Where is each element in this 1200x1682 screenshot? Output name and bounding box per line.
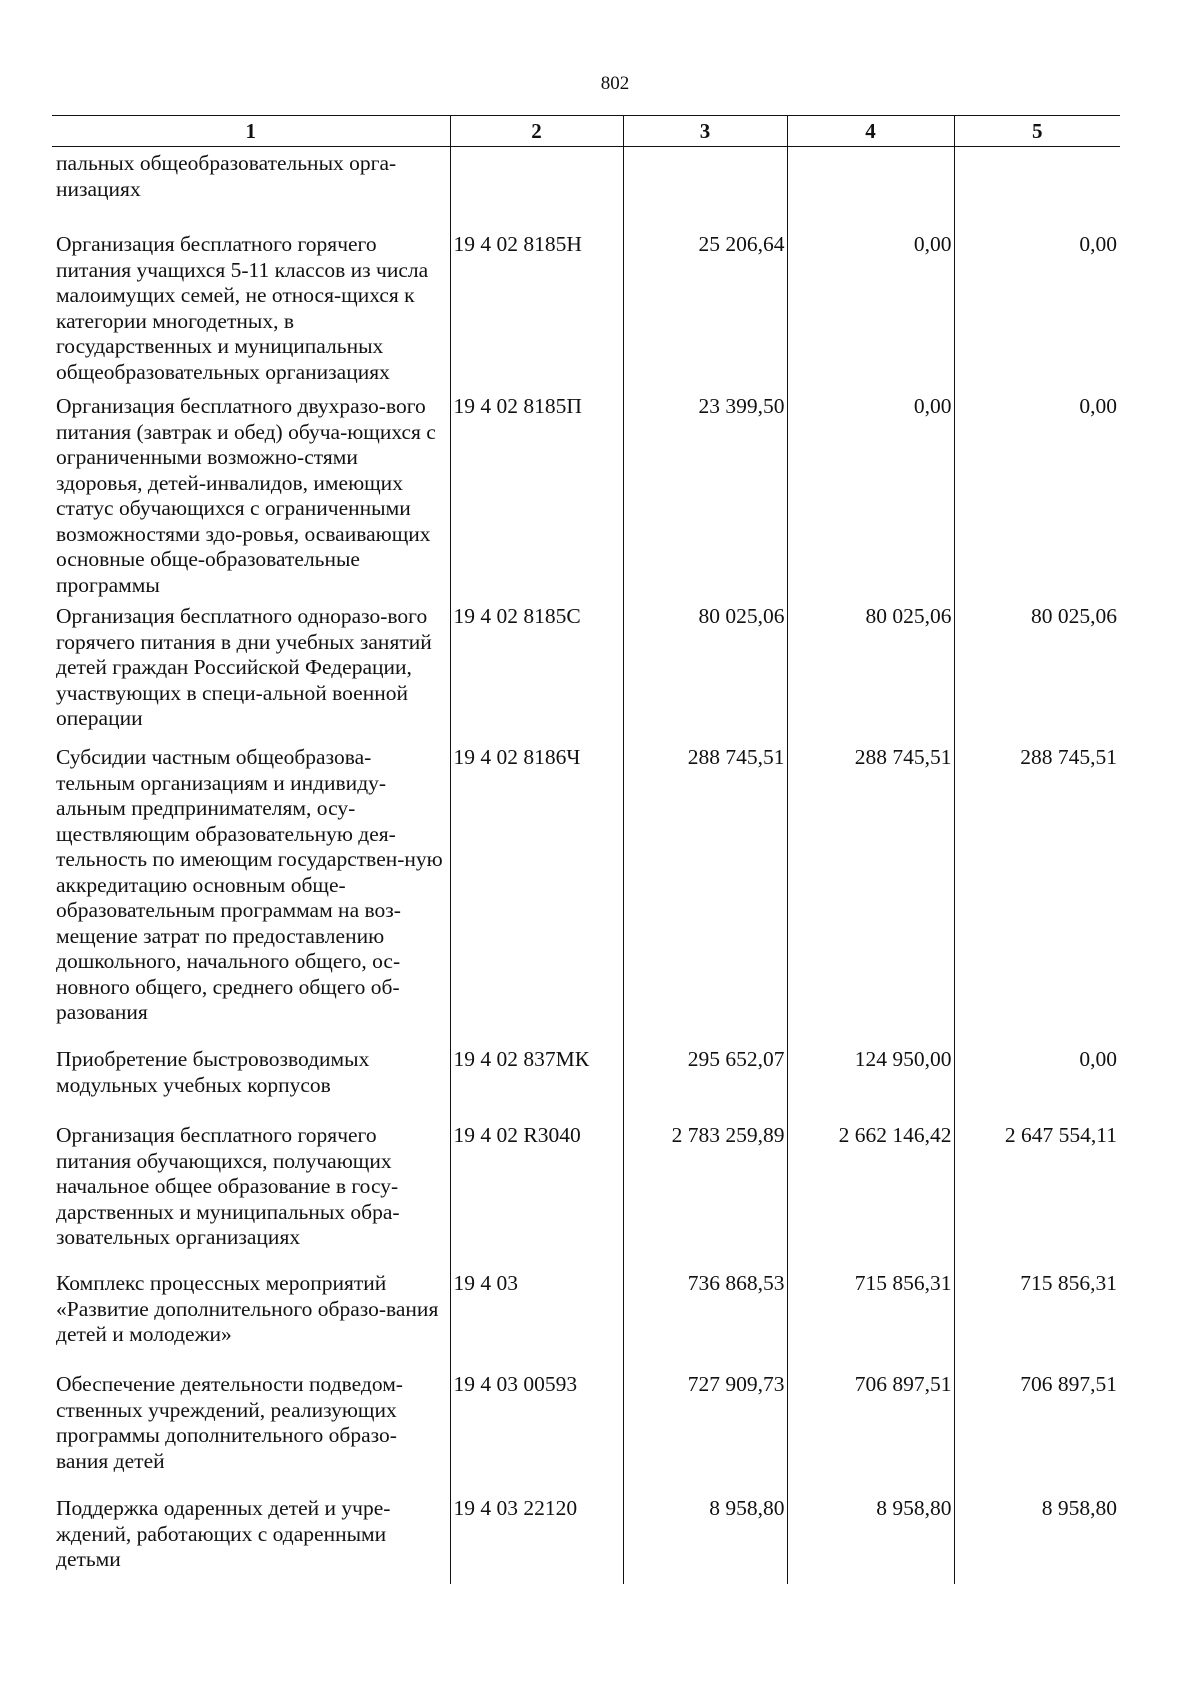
row-code: 19 4 03	[450, 1271, 623, 1372]
column-header-1: 1	[52, 116, 450, 147]
row-value-5: 80 025,06	[954, 604, 1120, 745]
row-value-4: 124 950,00	[787, 1047, 954, 1123]
row-value-4: 706 897,51	[787, 1372, 954, 1496]
row-name: Поддержка одаренных детей и учре-ждений, работающих с одаренными детьми	[56, 1496, 391, 1571]
row-value-3: 80 025,06	[623, 604, 787, 745]
table-row	[52, 1047, 1120, 1123]
row-value-4: 2 662 146,42	[787, 1123, 954, 1271]
row-value-5	[954, 147, 1120, 233]
row-value-4: 0,00	[787, 232, 954, 394]
table-row	[52, 1372, 1120, 1496]
row-value-5: 706 897,51	[954, 1372, 1120, 1496]
row-value-3: 2 783 259,89	[623, 1123, 787, 1271]
table-row	[52, 1496, 1120, 1584]
row-value-5: 0,00	[954, 232, 1120, 394]
column-header-3: 3	[623, 116, 787, 147]
table-header-row	[52, 116, 1120, 147]
row-code: 19 4 02 837МК	[450, 1047, 623, 1123]
row-value-5: 8 958,80	[954, 1496, 1120, 1584]
row-code: 19 4 03 00593	[450, 1372, 623, 1496]
row-value-3: 8 958,80	[623, 1496, 787, 1584]
row-name: Организация бесплатного горячего питания учащихся 5-11 классов из числа малоимущих семей, не относя-щихся к категории многодетных, в государственных и муниципальных общеобразовательных организациях	[56, 232, 429, 384]
row-value-5: 288 745,51	[954, 745, 1120, 1047]
table-row	[52, 394, 1120, 604]
row-value-3: 25 206,64	[623, 232, 787, 394]
table-row	[52, 745, 1120, 1047]
row-value-4: 80 025,06	[787, 604, 954, 745]
table-row	[52, 232, 1120, 394]
row-value-4: 715 856,31	[787, 1271, 954, 1372]
row-value-5: 2 647 554,11	[954, 1123, 1120, 1271]
budget-table	[52, 115, 1120, 1584]
row-name: Организация бесплатного горячего питания обучающихся, получающих начальное общее образование в госу-дарственных и муниципальных обра-зовательных организациях	[56, 1123, 400, 1249]
row-value-4	[787, 147, 954, 233]
row-code: 19 4 03 22120	[450, 1496, 623, 1584]
row-value-5: 715 856,31	[954, 1271, 1120, 1372]
table-row	[52, 1123, 1120, 1271]
row-name: пальных общеобразовательных орга-низациях	[56, 151, 397, 201]
row-value-4: 288 745,51	[787, 745, 954, 1047]
row-value-3: 736 868,53	[623, 1271, 787, 1372]
row-name: Организация бесплатного одноразо-вого горячего питания в дни учебных занятий детей граждан Российской Федерации, участвующих в специ-альной военной операции	[56, 604, 432, 730]
row-code	[450, 147, 623, 233]
row-code: 19 4 02 8185С	[450, 604, 623, 745]
row-value-3: 727 909,73	[623, 1372, 787, 1496]
row-value-4: 0,00	[787, 394, 954, 604]
row-name: Комплекс процессных мероприятий «Развитие дополнительного образо-вания детей и молодежи»	[56, 1271, 439, 1346]
row-value-3: 295 652,07	[623, 1047, 787, 1123]
row-value-3: 288 745,51	[623, 745, 787, 1047]
table-row	[52, 1271, 1120, 1372]
row-value-5: 0,00	[954, 394, 1120, 604]
row-value-4: 8 958,80	[787, 1496, 954, 1584]
table-row	[52, 604, 1120, 745]
row-value-3	[623, 147, 787, 233]
row-name: Организация бесплатного двухразо-вого питания (завтрак и обед) обуча-ющихся с ограниченными возможно-стями здоровья, детей-инвалидов, имеющих статус обучающихся с ограниченными возможностями здо-ровья, осваивающих основные обще-образовательные программы	[56, 394, 436, 597]
column-header-5: 5	[954, 116, 1120, 147]
column-header-2: 2	[450, 116, 623, 147]
row-name: Субсидии частным общеобразова-тельным организациям и индивиду-альным предпринимателям, осу-ществляющим образовательную дея-тельность по имеющим государствен-ную аккредитацию основным обще-образовательным программам на воз-мещение затрат по предоставлению дошкольного, начального общего, ос-новного общего, среднего общего об-разования	[56, 745, 443, 1024]
row-code: 19 4 02 8186Ч	[450, 745, 623, 1047]
row-name: Приобретение быстровозводимых модульных учебных корпусов	[56, 1047, 370, 1097]
row-value-5: 0,00	[954, 1047, 1120, 1123]
row-code: 19 4 02 R3040	[450, 1123, 623, 1271]
page-number: 802	[600, 73, 630, 94]
column-header-4: 4	[787, 116, 954, 147]
row-code: 19 4 02 8185П	[450, 394, 623, 604]
row-value-3: 23 399,50	[623, 394, 787, 604]
table-row	[52, 147, 1120, 233]
row-code: 19 4 02 8185Н	[450, 232, 623, 394]
row-name: Обеспечение деятельности подведом-ственных учреждений, реализующих программы дополнительного образо-вания детей	[56, 1372, 403, 1473]
